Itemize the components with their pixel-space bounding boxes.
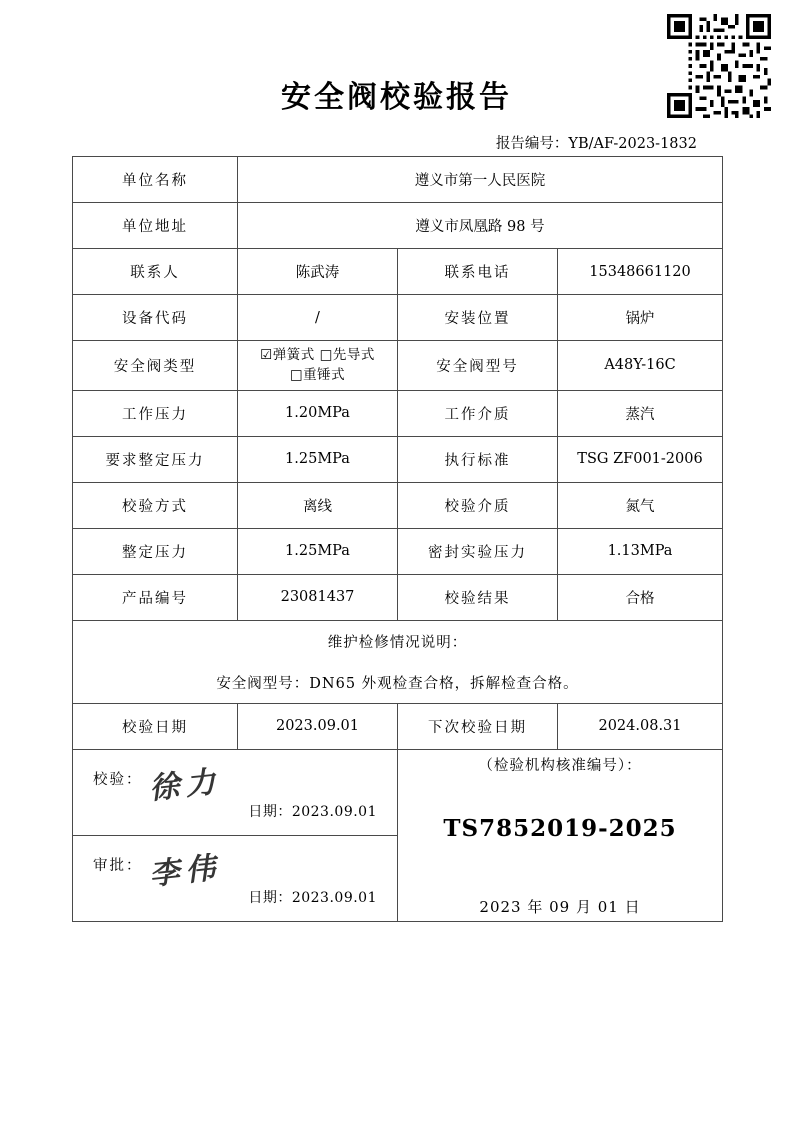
report-table-wrapper [72,156,722,922]
field-value-check-method: 离线 [238,482,398,528]
maintenance-heading: 维护检修情况说明： [327,634,468,651]
field-value-standard: TSG ZF001-2006 [558,436,723,482]
table-row [73,341,723,391]
certificate-cell [398,749,723,921]
field-label-set-pressure: 整定压力 [73,528,238,574]
field-label-valve-model: 安全阀型号 [398,341,558,391]
field-label-seal-test-pressure: 密封实验压力 [398,528,558,574]
table-row [73,574,723,620]
field-label-unit-address: 单位地址 [73,203,238,249]
field-value-check-medium: 氮气 [558,482,723,528]
table-row-dates [73,703,723,749]
certificate-date: 2023 年 09 月 01 日 [479,897,641,916]
checkbox-spring-type[interactable]: ☑弹簧式 [260,347,315,363]
field-value-working-medium: 蒸汽 [558,390,723,436]
table-row [73,295,723,341]
field-label-required-set-pressure: 要求整定压力 [73,436,238,482]
field-label-standard: 执行标准 [398,436,558,482]
field-value-unit-address: 遵义市凤凰路 98 号 [238,203,723,249]
table-row [73,436,723,482]
signature-check-handwriting: 徐力 [147,763,223,807]
certificate-number: TS7852019-2025 [443,814,677,842]
field-label-unit-name: 单位名称 [73,157,238,203]
checkbox-pilot-type[interactable]: □先导式 [319,347,375,363]
report-number-value: YB/AF-2023-1832 [568,136,697,152]
field-label-next-check-date: 下次校验日期 [398,703,558,749]
signature-check-label: 校验： [93,771,143,788]
table-row [73,528,723,574]
table-row [73,482,723,528]
signature-approve-handwriting: 李伟 [147,849,223,893]
field-value-device-code: / [238,295,398,341]
page-title: 安全阀校验报告 [281,80,512,115]
table-row [73,390,723,436]
report-number [0,116,793,153]
field-value-phone: 15348661120 [558,249,723,295]
field-label-phone: 联系电话 [398,249,558,295]
table-row-signature-check [73,749,723,835]
field-value-valve-type [238,341,398,391]
field-label-contact: 联系人 [73,249,238,295]
field-value-install-location: 锅炉 [558,295,723,341]
report-table [72,156,723,922]
field-value-check-date: 2023.09.01 [238,703,398,749]
field-label-working-pressure: 工作压力 [73,390,238,436]
field-value-product-no: 23081437 [238,574,398,620]
field-label-product-no: 产品编号 [73,574,238,620]
field-label-valve-type: 安全阀类型 [73,341,238,391]
table-row [73,249,723,295]
field-value-set-pressure: 1.25MPa [238,528,398,574]
field-label-working-medium: 工作介质 [398,390,558,436]
certificate-title: （检验机构核准编号）： [478,757,642,774]
signature-approve-date: 日期：2023.09.01 [248,889,377,906]
field-value-unit-name: 遵义市第一人民医院 [238,157,723,203]
field-label-check-medium: 校验介质 [398,482,558,528]
maintenance-cell [73,620,723,703]
field-label-install-location: 安装位置 [398,295,558,341]
table-row-maintenance [73,620,723,703]
field-value-result: 合格 [558,574,723,620]
field-value-next-check-date: 2024.08.31 [558,703,723,749]
field-value-working-pressure: 1.20MPa [238,390,398,436]
table-row [73,203,723,249]
maintenance-body: 安全阀型号：DN65 外观检查合格，拆解检查合格。 [216,675,579,692]
signature-check-cell [73,749,398,835]
field-label-check-method: 校验方式 [73,482,238,528]
signature-approve-cell [73,835,398,921]
qr-code [667,14,771,118]
field-value-required-set-pressure: 1.25MPa [238,436,398,482]
signature-approve-label: 审批： [93,857,143,874]
field-value-contact: 陈武涛 [238,249,398,295]
field-label-device-code: 设备代码 [73,295,238,341]
field-value-valve-model: A48Y-16C [558,341,723,391]
field-label-result: 校验结果 [398,574,558,620]
table-row [73,157,723,203]
signature-check-date: 日期：2023.09.01 [248,803,377,820]
field-value-seal-test-pressure: 1.13MPa [558,528,723,574]
report-number-label: 报告编号： [495,136,569,152]
field-label-check-date: 校验日期 [73,703,238,749]
checkbox-weight-type[interactable]: □重锤式 [289,367,346,384]
